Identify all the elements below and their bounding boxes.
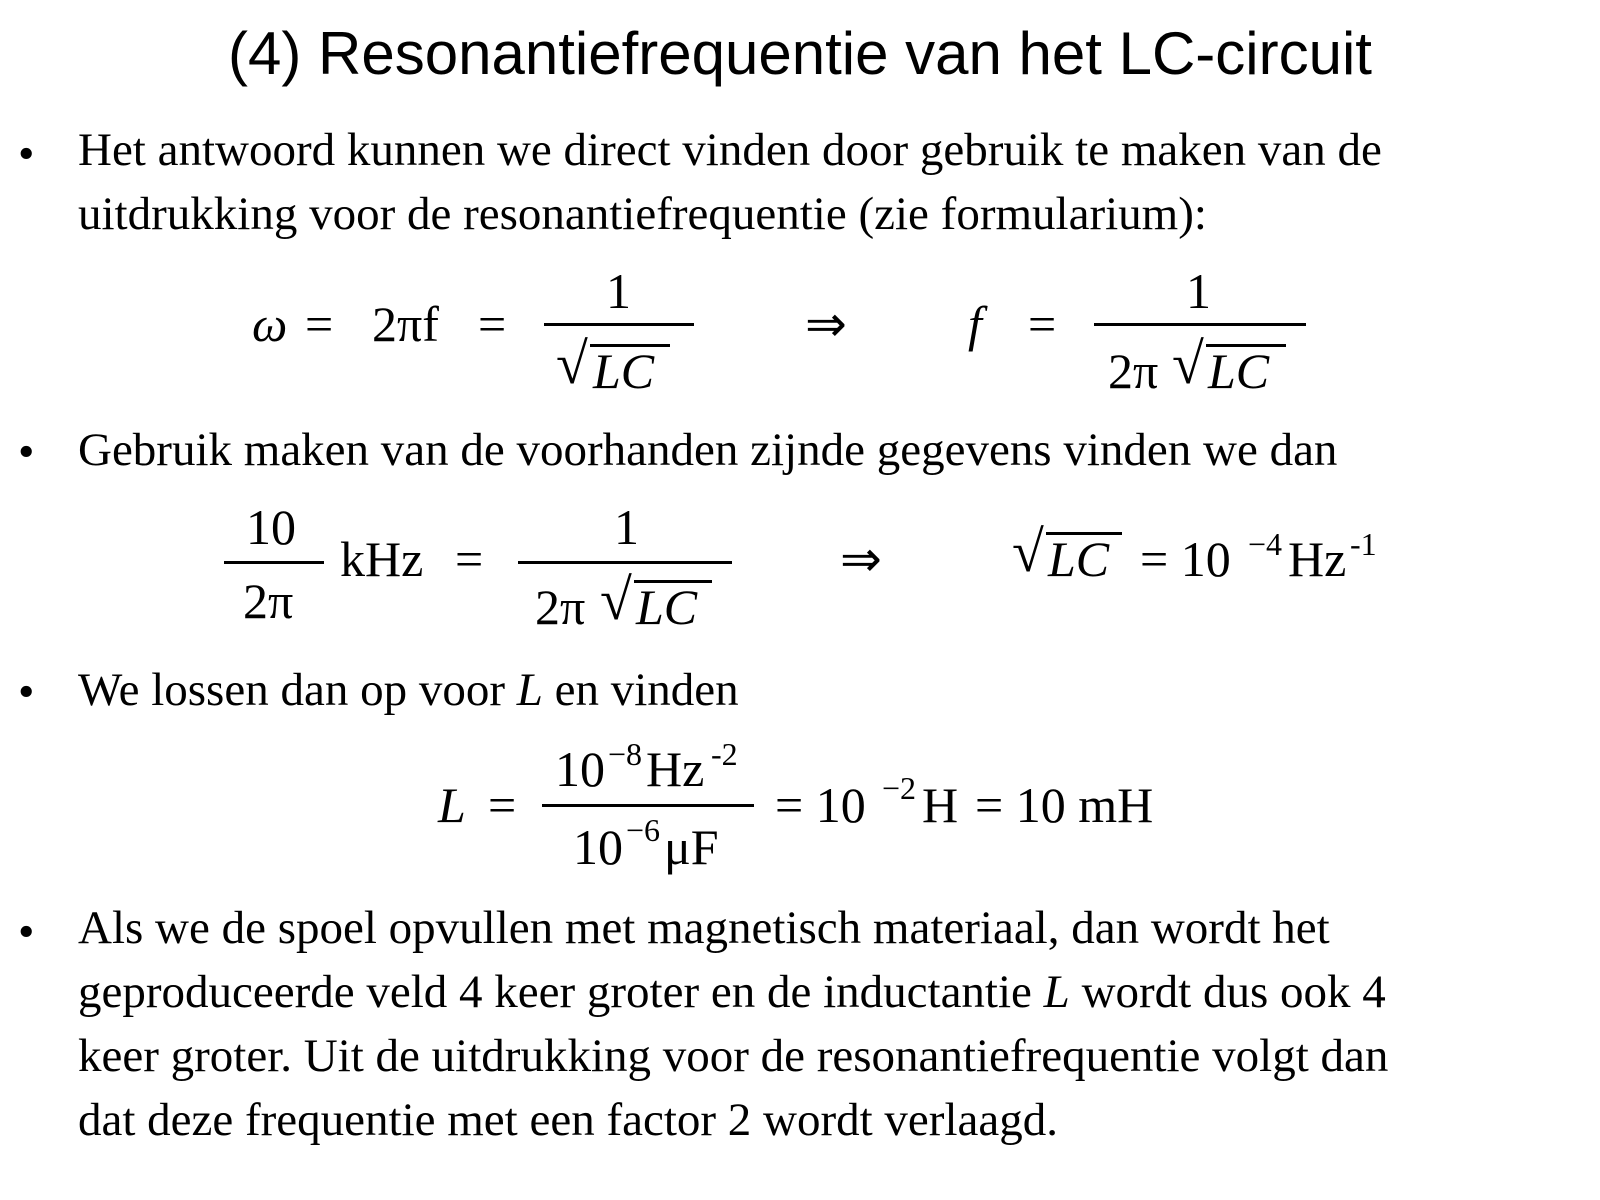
omega-symbol: ω [252, 296, 288, 352]
implies-arrow: ⇒ [805, 296, 847, 352]
bullet-marker: • [18, 666, 35, 718]
result-exponent: −4 [1248, 526, 1283, 562]
fraction-bar [542, 804, 754, 807]
numerator-exponent: −8 [608, 736, 643, 772]
two-pi: 2π [243, 573, 294, 629]
bullet-4-line-1: Als we de spoel opvullen met magnetisch materiaal, dan wordt het [78, 902, 1330, 954]
lc-symbol: LC [593, 343, 655, 399]
L-symbol: L [438, 777, 466, 833]
result-1-exponent: −2 [882, 770, 917, 806]
fraction-bar [224, 561, 324, 564]
implies-arrow: ⇒ [840, 531, 882, 587]
bullet-4-line-4: dat deze frequentie met een factor 2 wordt verlaagd. [78, 1094, 1058, 1146]
result-1-unit: H [922, 777, 959, 833]
fraction-bar [544, 323, 694, 326]
two-pi: 2π [535, 579, 586, 635]
bullet-marker: • [18, 128, 35, 180]
bullet-2-text [78, 418, 1588, 482]
lc-symbol: LC [1048, 531, 1110, 587]
bullet-marker: • [18, 426, 35, 478]
sqrt-icon: √ [600, 567, 632, 632]
numerator-unit: Hz [646, 741, 705, 797]
denominator-exponent: −6 [626, 812, 661, 848]
equals-sign: = [478, 296, 507, 352]
numerator-base: 10 [555, 741, 605, 797]
result-base: = 10 [1140, 531, 1231, 587]
denominator-unit: μF [664, 819, 719, 875]
result-unit: Hz [1288, 531, 1347, 587]
fraction-bar [518, 561, 732, 564]
result-2: = 10 mH [975, 777, 1154, 833]
equals-sign: = [455, 531, 484, 587]
equals-sign: = [1028, 296, 1057, 352]
variable-L: L [1043, 966, 1070, 1018]
unit-exponent: -1 [1350, 526, 1377, 562]
sqrt-icon: √ [1012, 519, 1044, 584]
bullet-3-text: We lossen dan op voor L en vinden [78, 664, 739, 716]
page-title: (4) Resonantiefrequentie van het LC-circuit [228, 20, 1372, 87]
bullet-4-text [78, 896, 1588, 1152]
bullet-4-line-2: geproduceerde veld 4 keer groter en de inductantie L wordt dus ook 4 [78, 966, 1386, 1018]
numerator-one: 1 [614, 499, 639, 555]
numerator-unit-exponent: -2 [711, 736, 738, 772]
unit-khz: kHz [340, 531, 424, 587]
denominator-base: 10 [573, 819, 623, 875]
equals-sign: = [488, 777, 517, 833]
bullet-1-line-1: Het antwoord kunnen we direct vinden door gebruik te maken van de [78, 124, 1382, 176]
sqrt-icon: √ [1172, 331, 1204, 396]
bullet-1-text [78, 118, 1588, 246]
numerator-ten: 10 [246, 499, 296, 555]
variable-L: L [516, 664, 543, 716]
f-symbol: f [968, 296, 982, 352]
equals-sign: = [305, 296, 334, 352]
bullet-4-line-3: keer groter. Uit de uitdrukking voor de resonantiefrequentie volgt dan [78, 1030, 1389, 1082]
two-pi: 2π [1108, 343, 1159, 399]
two-pi-f: 2πf [372, 296, 439, 352]
sqrt-icon: √ [556, 331, 588, 396]
numerator-one: 1 [1186, 263, 1211, 319]
fraction-bar [1094, 323, 1306, 326]
bullet-2-line-1: Gebruik maken van de voorhanden zijnde gegevens vinden we dan [78, 424, 1338, 476]
numerator-one: 1 [606, 263, 631, 319]
lc-symbol: LC [636, 579, 698, 635]
result-1-base: = 10 [775, 777, 866, 833]
bullet-marker: • [18, 906, 35, 958]
lc-symbol: LC [1208, 343, 1270, 399]
bullet-1-line-2: uitdrukking voor de resonantiefrequentie (zie formularium): [78, 188, 1207, 240]
